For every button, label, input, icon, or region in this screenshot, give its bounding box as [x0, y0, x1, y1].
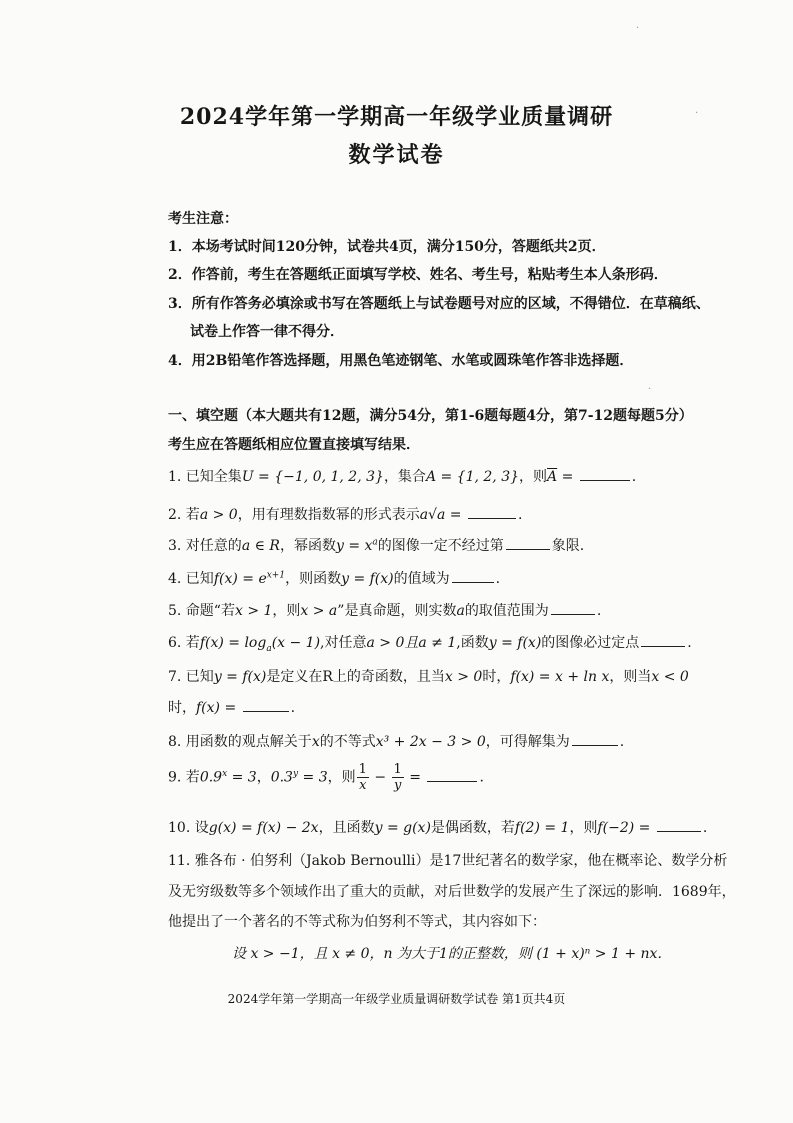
notice-item-2: 2．作答前，考生在答题纸正面填写学校、姓名、考生号，粘贴考生本人条形码． [168, 267, 668, 283]
answer-blank-10[interactable] [657, 817, 701, 832]
question-2: 2. 若a > 0，用有理数指数幂的形式表示a√a = . [168, 504, 522, 524]
question-11-line-1: 11. 雅各布 · 伯努利（Jakob Bernoulli）是17世纪著名的数学家，他在概率论、数学分析 [168, 853, 728, 869]
fraction-1-over-x: $\frac{1}{x}$ [358, 762, 367, 793]
answer-blank-4[interactable] [452, 568, 494, 583]
question-6: 6. 若$f(x) = \log_a(x - 1)$,对任意a > 0且a ≠ 1,函数y = f(x)的图像必过定点 . [168, 632, 692, 654]
scan-speck: · [648, 384, 652, 395]
question-9: 9. 若$0.9^x = 3$，$0.3^y = 3$，则 $\frac{1}{x}$ − $\frac{1}{y}$ = . [168, 762, 484, 793]
question-7: 7. 已知y = f(x)是定义在R上的奇函数，且当x > 0时，f(x) = x + ln x，则当x < 0 [168, 669, 689, 685]
answer-blank-8[interactable] [572, 731, 618, 746]
exam-title: 2024学年第一学期高一年级学业质量调研 [179, 104, 614, 130]
page-footer: 2024学年第一学期高一年级学业质量调研数学试卷 第1页共4页 [227, 992, 566, 1006]
question-1: 1. 已知全集U = {−1, 0, 1, 2, 3}，集合A = {1, 2, 3}，则$\overline{A}$ = . [168, 466, 636, 486]
notice-item-3-cont: 试卷上作答一律不得分． [190, 324, 344, 340]
exam-subtitle: 数学试卷 [348, 142, 445, 168]
notice-item-3: 3．所有作答务必填涂或书写在答题纸上与试卷题号对应的区域，不得错位．在草稿纸、 [168, 296, 710, 312]
question-11-line-2: 及无穷级数等多个领域作出了重大的贡献，对后世数学的发展产生了深远的影响．1689年， [168, 884, 736, 900]
question-7-cont: 时，f(x) = . [168, 697, 295, 717]
notice-item-1: 1．本场考试时间120分钟，试卷共4页，满分150分，答题纸共2页． [168, 239, 606, 255]
section-instruction: 考生应在答题纸相应位置直接填写结果． [168, 437, 420, 453]
section-heading: 一、填空题（本大题共有12题，满分54分，第1-6题每题4分，第7-12题每题5分） [168, 408, 693, 424]
question-5: 5. 命题“若x > 1，则x > a”是真命题，则实数a的取值范围为 . [168, 600, 601, 620]
answer-blank-7[interactable] [243, 697, 289, 712]
bernoulli-inequality: 设 x > −1，且 x ≠ 0，n 为大于1的正整数，则 (1 + x)ⁿ > 1 + nx． [232, 946, 672, 962]
notice-item-4: 4．用2B铅笔作答选择题，用黑色笔迹钢笔、水笔或圆珠笔作答非选择题． [168, 353, 634, 369]
answer-blank-5[interactable] [551, 600, 595, 615]
question-10: 10. 设g(x) = f(x) − 2x，且函数y = g(x)是偶函数，若f(2) = 1，则f(−2) = . [168, 817, 707, 837]
answer-blank-6[interactable] [641, 632, 685, 647]
question-3: 3. 对任意的a ∈ R，幂函数$y = x^a$的图像一定不经过第 象限. [168, 535, 584, 555]
notice-heading: 考生注意： [168, 211, 238, 227]
question-8: 8. 用函数的观点解关于x的不等式x³ + 2x − 3 > 0，可得解集为 . [168, 731, 624, 751]
question-4: 4. 已知$f(x) = e^{x+1}$，则函数y = f(x)的值域为 . [168, 568, 500, 588]
question-11-line-3: 他提出了一个著名的不等式称为伯努利不等式，其内容如下： [168, 914, 546, 930]
scan-speck: · [695, 108, 699, 119]
scan-speck: . [636, 20, 640, 31]
answer-blank-9[interactable] [427, 767, 477, 782]
fraction-1-over-y: $\frac{1}{y}$ [393, 762, 402, 793]
answer-blank-2[interactable] [468, 504, 516, 519]
answer-blank-3[interactable] [506, 535, 550, 550]
answer-blank-1[interactable] [580, 466, 630, 481]
